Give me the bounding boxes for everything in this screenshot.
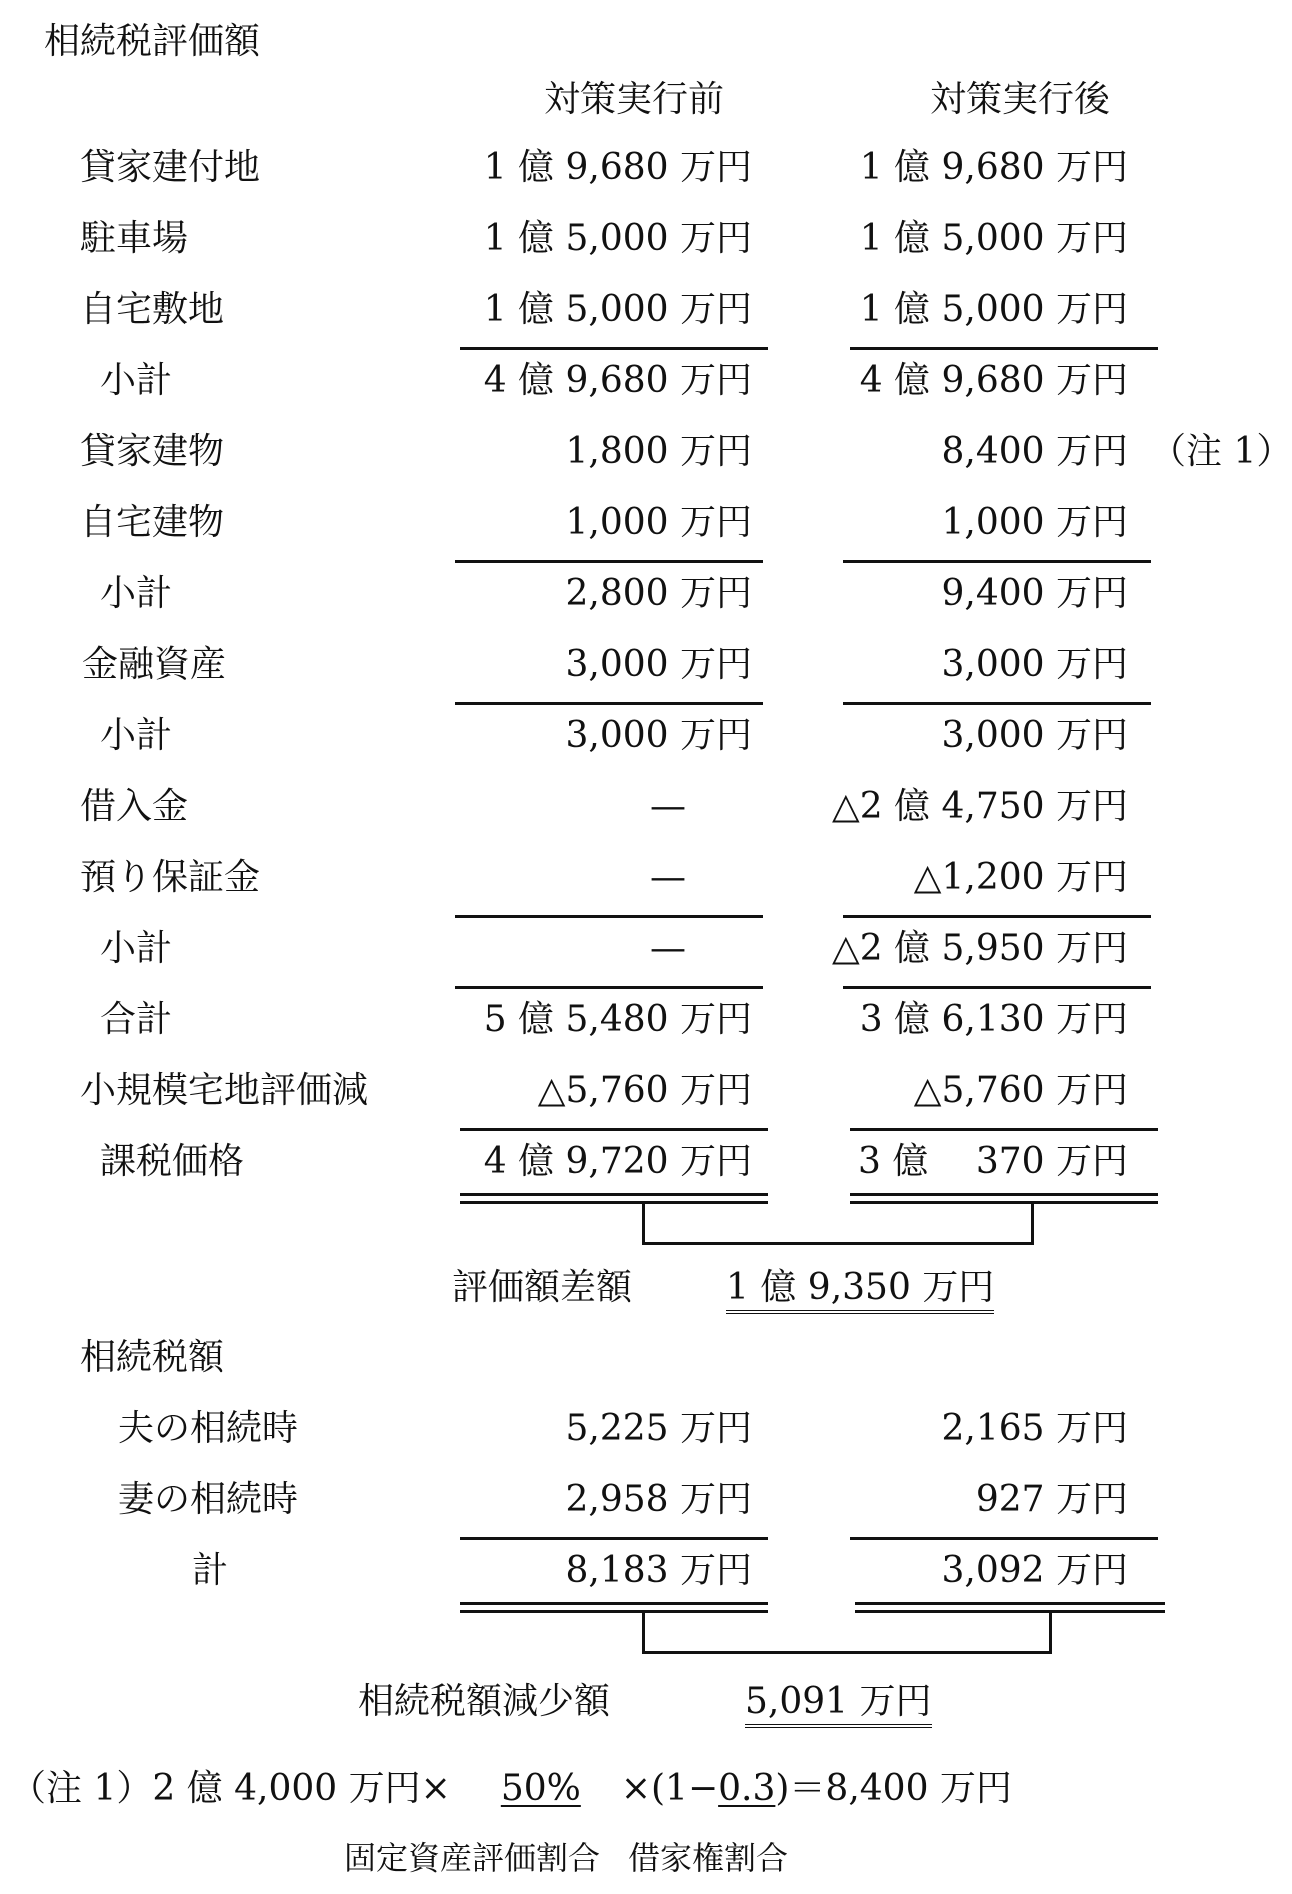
row-value-after: 1 億 5,000 万円 [859, 218, 1128, 259]
row-value-after: △2 億 5,950 万円 [832, 928, 1128, 969]
rule-line [460, 347, 768, 350]
ratio-caption: 借家権割合 [628, 1839, 789, 1877]
rule-line [850, 1128, 1158, 1131]
taxable-value-label: 課税価格 [100, 1141, 245, 1182]
row-value-before: — [650, 786, 686, 827]
row-value-before: 1,800 万円 [565, 431, 752, 472]
row-value-before: 3,000 万円 [565, 644, 752, 685]
row-value-after: 3,000 万円 [941, 715, 1128, 756]
rule-line [455, 560, 763, 563]
footnote [10, 1768, 1012, 1809]
column-header-before: 対策実行前 [544, 79, 725, 120]
tax-reduction-value: 5,091 万円 [745, 1684, 932, 1720]
footnote-result: )＝8,400 万円 [775, 1768, 1012, 1809]
row-value-after: 1,000 万円 [941, 502, 1128, 543]
row-value-before: 1 億 9,680 万円 [483, 147, 752, 188]
row-label: 預り保証金 [80, 857, 261, 898]
row-value-after: 3 億 6,130 万円 [859, 999, 1128, 1040]
row-value-after: 1 億 9,680 万円 [859, 147, 1128, 188]
row-value-before: △5,760 万円 [537, 1070, 752, 1111]
row-value-after: △5,760 万円 [913, 1070, 1128, 1111]
subtotal-label: 小計 [100, 573, 173, 614]
tax-total-label: 計 [192, 1550, 229, 1591]
row-value-before: 5,225 万円 [565, 1408, 752, 1449]
row-value-after: 2,165 万円 [941, 1408, 1128, 1449]
row-value-after: 3,092 万円 [941, 1550, 1128, 1591]
footnote-prefix: （注 1）2 億 4,000 万円× [10, 1768, 451, 1809]
footnote-mult: ×(1− [620, 1768, 719, 1809]
row-value-after: 4 億 9,680 万円 [859, 360, 1128, 401]
row-label: 金融資産 [82, 644, 227, 685]
rule-line [850, 347, 1158, 350]
row-value-after: 3 億 370 万円 [858, 1141, 1128, 1182]
subtotal-label: 小計 [100, 715, 173, 756]
row-value-after: 3,000 万円 [941, 644, 1128, 685]
rule-line [843, 560, 1151, 563]
row-value-after: 1 億 5,000 万円 [859, 289, 1128, 330]
row-value-before: 4 億 9,720 万円 [483, 1141, 752, 1182]
row-label: 自宅建物 [80, 502, 225, 543]
row-label: 駐車場 [80, 218, 189, 259]
row-value-after: 9,400 万円 [941, 573, 1128, 614]
subtotal-label: 小計 [100, 928, 173, 969]
row-value-before: 1,000 万円 [565, 502, 752, 543]
rule-line [455, 915, 763, 918]
row-value-after: △2 億 4,750 万円 [832, 786, 1128, 827]
rule-line [843, 915, 1151, 918]
rule-line [455, 702, 763, 705]
difference-bracket [642, 1202, 1034, 1245]
page-title: 相続税評価額 [44, 21, 261, 62]
row-value-before: 1 億 5,000 万円 [483, 218, 752, 259]
row-label: 妻の相続時 [118, 1479, 299, 1520]
rule-line [843, 702, 1151, 705]
row-label: 貸家建付地 [80, 147, 261, 188]
rule-line [460, 1537, 768, 1540]
valuation-diff-value: 1 億 9,350 万円 [726, 1270, 994, 1306]
rule-line [460, 1128, 768, 1131]
row-value-before: 8,183 万円 [565, 1550, 752, 1591]
row-value-before: 2,800 万円 [565, 573, 752, 614]
valuation-diff-label: 評価額差額 [452, 1267, 633, 1308]
note-reference: （注 1） [1150, 431, 1292, 472]
row-label: 夫の相続時 [118, 1408, 299, 1449]
row-value-after: 927 万円 [975, 1479, 1128, 1520]
row-value-before: — [650, 928, 686, 969]
row-value-before: — [650, 857, 686, 898]
row-label: 自宅敷地 [80, 289, 225, 330]
row-label: 小規模宅地評価減 [80, 1070, 369, 1111]
row-value-before: 3,000 万円 [565, 715, 752, 756]
total-label: 合計 [100, 999, 173, 1040]
rule-line [455, 986, 763, 989]
tax-reduction-label: 相続税額減少額 [358, 1681, 611, 1722]
column-header-after: 対策実行後 [930, 79, 1111, 120]
reduction-bracket [642, 1611, 1052, 1654]
footnote-rate: 50% [500, 1768, 581, 1809]
row-value-before: 4 億 9,680 万円 [483, 360, 752, 401]
row-value-after: △1,200 万円 [913, 857, 1128, 898]
row-value-before: 5 億 5,480 万円 [483, 999, 752, 1040]
row-label: 貸家建物 [80, 431, 225, 472]
row-label: 借入金 [80, 786, 189, 827]
footnote-ratio: 0.3 [718, 1768, 776, 1809]
rate-caption: 固定資産評価割合 [344, 1839, 601, 1877]
subtotal-label: 小計 [100, 360, 173, 401]
row-value-after: 8,400 万円 [941, 431, 1128, 472]
row-value-before: 2,958 万円 [565, 1479, 752, 1520]
rule-line [850, 1537, 1158, 1540]
rule-line [843, 986, 1151, 989]
row-value-before: 1 億 5,000 万円 [483, 289, 752, 330]
tax-section-title: 相続税額 [80, 1337, 225, 1378]
